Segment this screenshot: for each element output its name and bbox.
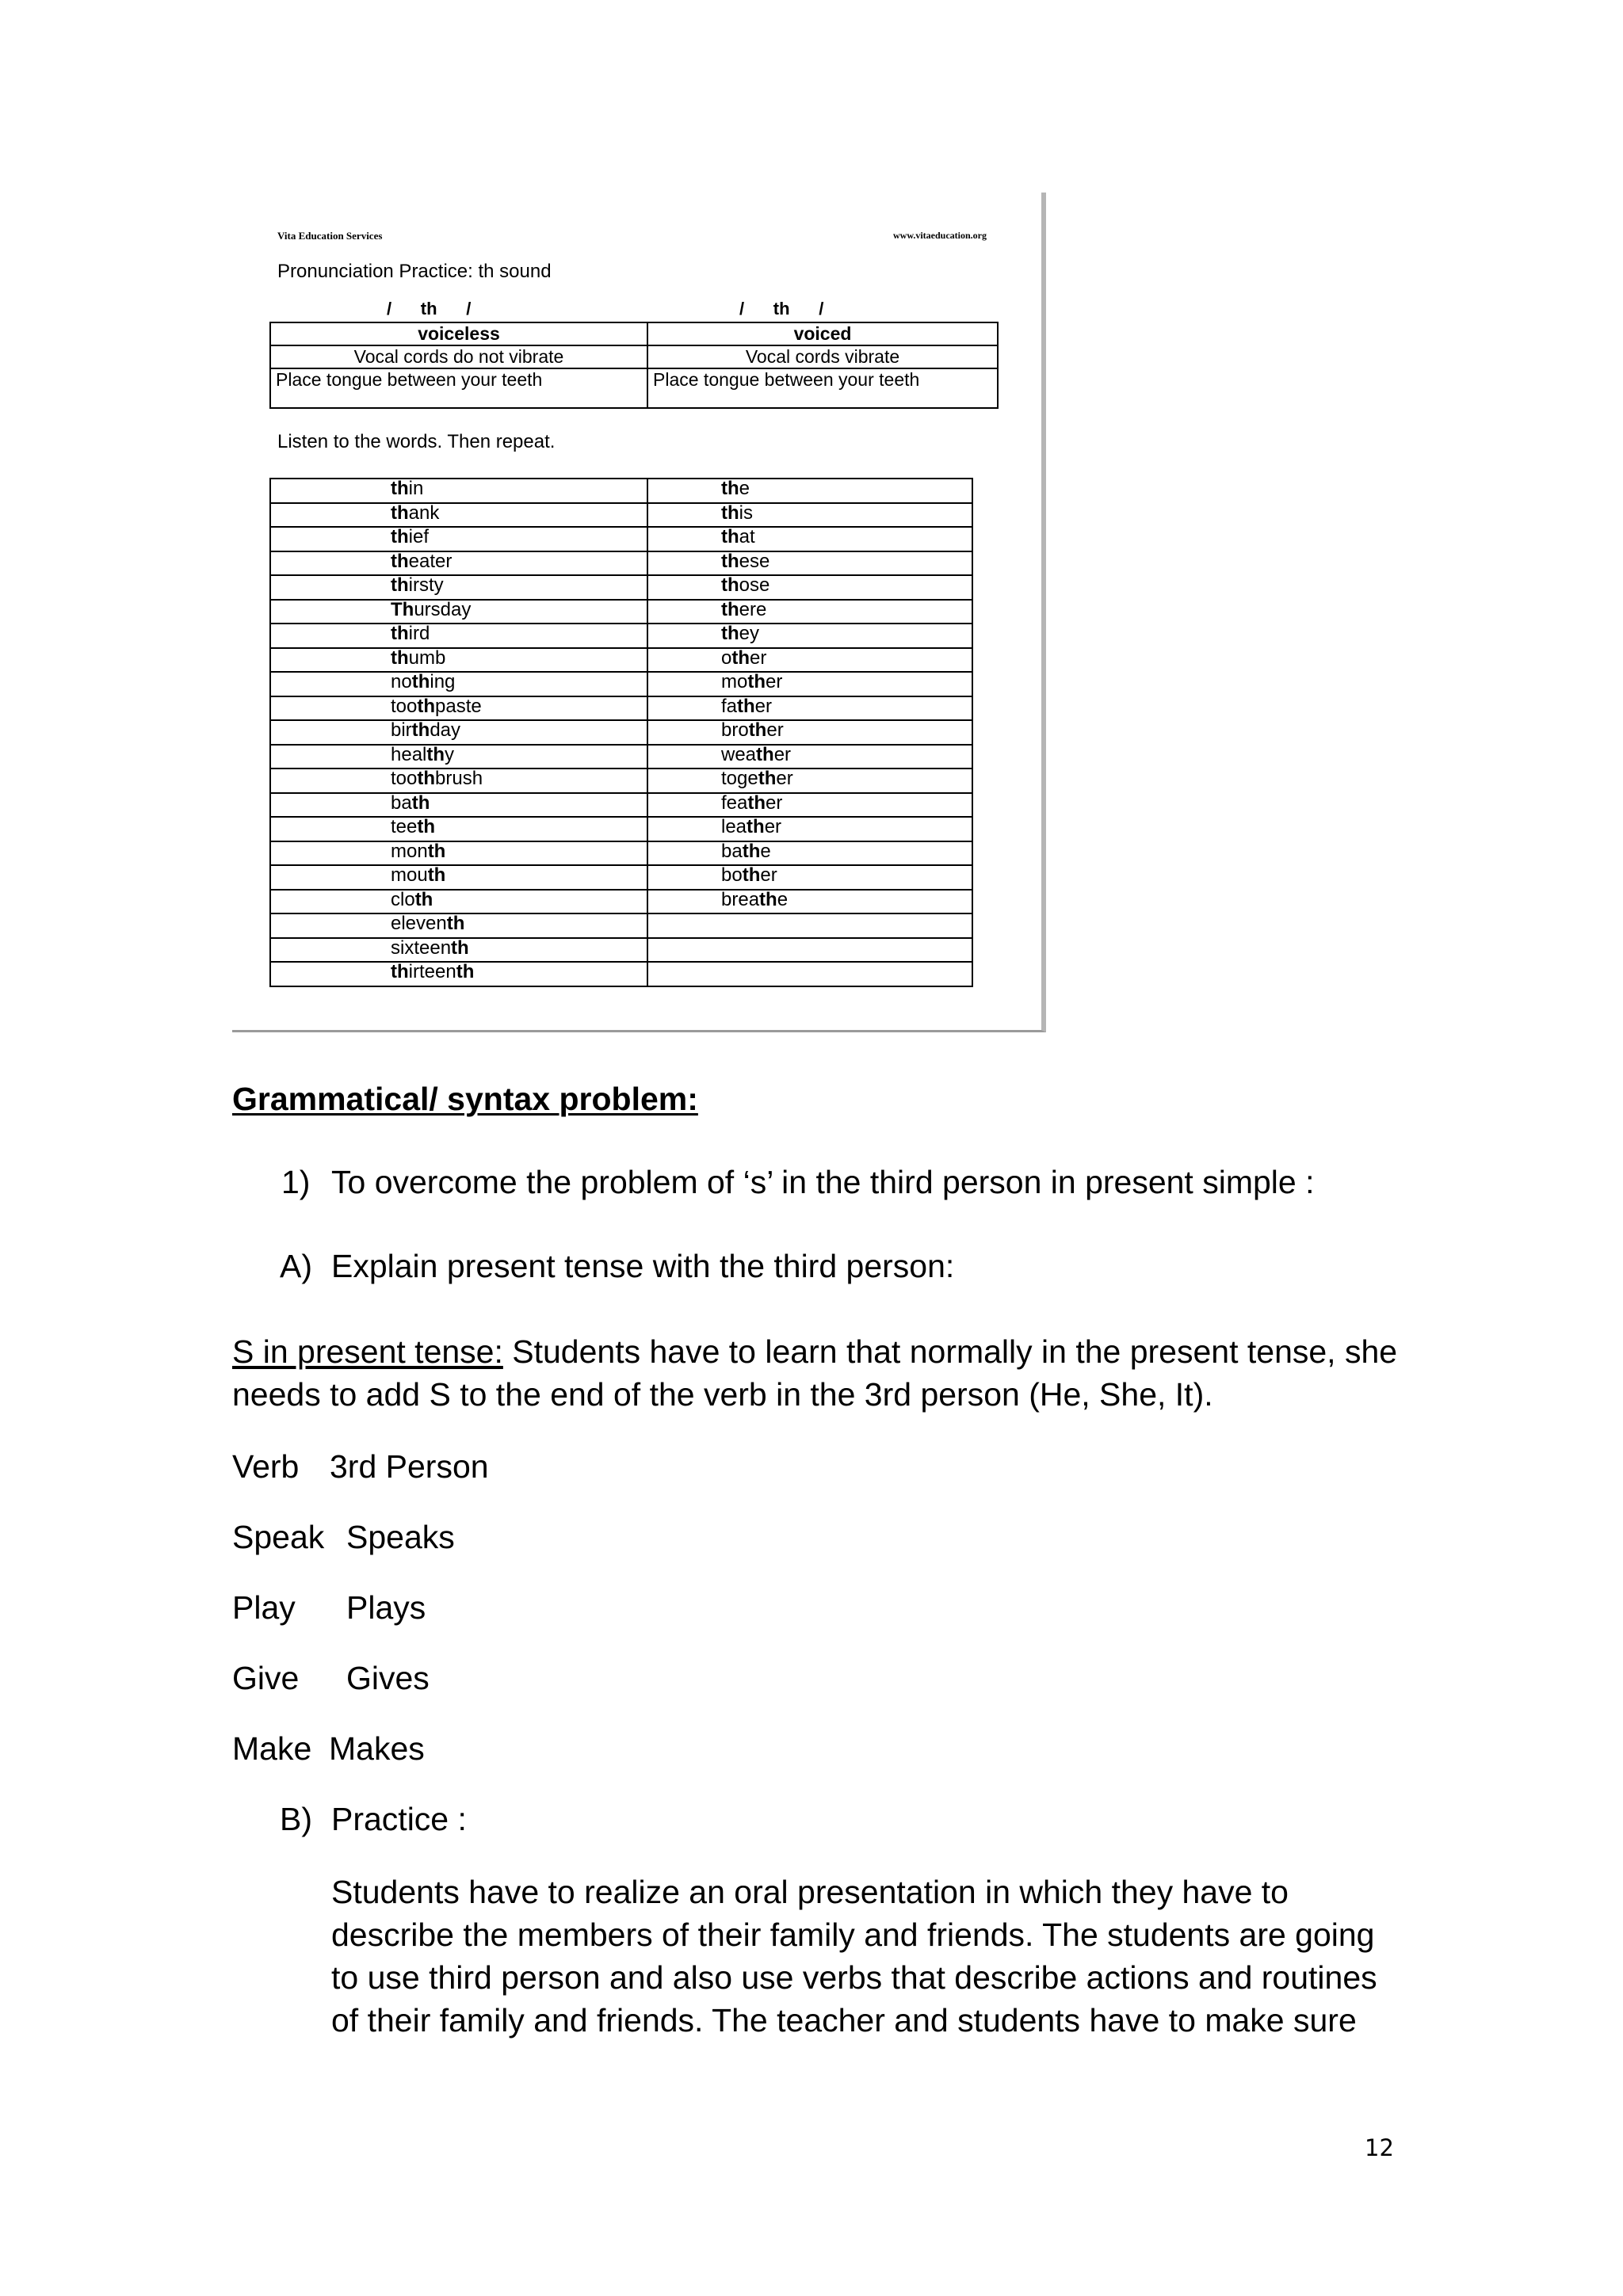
- conjugation-verb: Give: [232, 1660, 300, 1696]
- voiced-word: mother: [647, 672, 972, 696]
- voiceless-symbol: / th /: [387, 299, 472, 318]
- word-row: [270, 696, 972, 721]
- voiceless-word: thirteenth: [270, 962, 647, 986]
- voiced-word: [647, 913, 972, 938]
- word-row: [270, 793, 972, 818]
- voiced-word: father: [647, 696, 972, 721]
- word-row: [270, 575, 972, 600]
- conjugation-row: [232, 1730, 425, 1768]
- voiced-symbol: / th /: [739, 299, 824, 318]
- practice-paragraph: Students have to realize an oral presentation in which they have to describe the members of their family and friends. The students are going to use third person and also use verbs that describe actions and routines of their family and friends. The teacher and students have to make sure: [331, 1874, 1377, 2039]
- conjugation-verb: Play: [232, 1589, 296, 1626]
- voiceless-word: thin: [270, 479, 647, 503]
- conjugation-third: Plays: [346, 1589, 426, 1626]
- item-b-marker: B): [280, 1801, 312, 1837]
- voiceless-word: thief: [270, 527, 647, 551]
- voiced-word: weather: [647, 745, 972, 769]
- word-row: [270, 890, 972, 914]
- word-row: [270, 962, 972, 986]
- voiced-word: there: [647, 600, 972, 624]
- word-row: [270, 817, 972, 841]
- word-row: [270, 551, 972, 576]
- voiceless-word: thumb: [270, 648, 647, 673]
- word-row: [270, 745, 972, 769]
- voiceless-word: mouth: [270, 865, 647, 890]
- voiceless-header: voiceless: [271, 323, 648, 346]
- voiceless-word: nothing: [270, 672, 647, 696]
- voiced-word: that: [647, 527, 972, 551]
- voiced-word: bathe: [647, 841, 972, 866]
- item-b-text: Practice :: [331, 1801, 467, 1837]
- voiced-word: together: [647, 769, 972, 793]
- conjugation-row: [232, 1589, 426, 1627]
- word-row: [270, 648, 972, 673]
- present-tense-label: S in present tense:: [232, 1333, 503, 1370]
- voiced-word: this: [647, 503, 972, 528]
- voiceless-word: sixteenth: [270, 938, 647, 963]
- item-a-marker: A): [280, 1248, 312, 1284]
- worksheet-url: www.vitaeducation.org: [893, 230, 987, 241]
- voiceless-word: thank: [270, 503, 647, 528]
- voiced-word: they: [647, 624, 972, 648]
- voiced-word: [647, 962, 972, 986]
- voiceless-tongue: Place tongue between your teeth: [271, 369, 648, 407]
- voiceless-word: toothpaste: [270, 696, 647, 721]
- word-row: [270, 769, 972, 793]
- voiced-word: the: [647, 479, 972, 503]
- section-heading: Grammatical/ syntax problem:: [232, 1081, 698, 1117]
- voiceless-cords: Vocal cords do not vibrate: [271, 346, 648, 369]
- conjugation-third: Makes: [329, 1730, 425, 1767]
- voiceless-word: theater: [270, 551, 647, 576]
- voiceless-word: thirsty: [270, 575, 647, 600]
- conjugation-row: [232, 1448, 489, 1486]
- conjugation-verb: Verb: [232, 1448, 300, 1485]
- voiced-cords: Vocal cords vibrate: [648, 346, 997, 369]
- present-tense-text: Students have to learn that normally in the present tense, she needs to add S to the end of the verb in the 3rd person (He, She, It).: [232, 1333, 1398, 1413]
- item-1-marker: 1): [281, 1164, 311, 1200]
- conjugation-verb: Speak: [232, 1519, 325, 1555]
- conjugation-row: [232, 1519, 455, 1556]
- voiced-header: voiced: [648, 323, 997, 346]
- page-number: 12: [1365, 2134, 1394, 2161]
- voiced-tongue: Place tongue between your teeth: [653, 369, 920, 390]
- voiced-word: other: [647, 648, 972, 673]
- conjugation-verb: Make: [232, 1730, 312, 1767]
- voiceless-word: birthday: [270, 720, 647, 745]
- worksheet-image: [232, 193, 1046, 1032]
- word-row: [270, 503, 972, 528]
- voiced-word: leather: [647, 817, 972, 841]
- voiced-word: [647, 938, 972, 963]
- conjugation-third: Gives: [346, 1660, 430, 1696]
- voiced-word: those: [647, 575, 972, 600]
- word-row: [270, 841, 972, 866]
- item-1-text: To overcome the problem of ‘s’ in the third person in present simple :: [331, 1164, 1315, 1200]
- voiced-word: brother: [647, 720, 972, 745]
- th-word-table: [269, 478, 973, 987]
- voiceless-word: third: [270, 624, 647, 648]
- word-row: [270, 527, 972, 551]
- word-row: [270, 720, 972, 745]
- word-row: [270, 865, 972, 890]
- worksheet-org: Vita Education Services: [277, 230, 383, 242]
- voiceless-word: teeth: [270, 817, 647, 841]
- conjugation-third: Speaks: [346, 1519, 455, 1555]
- voiced-word: these: [647, 551, 972, 576]
- word-row: [270, 600, 972, 624]
- conjugation-row: [232, 1660, 430, 1697]
- voiceless-word: Thursday: [270, 600, 647, 624]
- worksheet-title: Pronunciation Practice: th sound: [277, 261, 552, 282]
- word-row: [270, 913, 972, 938]
- voiceless-word: eleventh: [270, 913, 647, 938]
- word-row: [270, 479, 972, 503]
- word-row: [270, 624, 972, 648]
- voiceless-word: toothbrush: [270, 769, 647, 793]
- worksheet-instruction: Listen to the words. Then repeat.: [277, 431, 556, 452]
- item-a-text: Explain present tense with the third person:: [331, 1248, 955, 1284]
- voiceless-word: bath: [270, 793, 647, 818]
- voiceless-word: cloth: [270, 890, 647, 914]
- voiced-word: bother: [647, 865, 972, 890]
- present-tense-paragraph: [232, 1330, 1421, 1416]
- conjugation-third: 3rd Person: [330, 1448, 489, 1485]
- voiceless-word: healthy: [270, 745, 647, 769]
- voiced-word: feather: [647, 793, 972, 818]
- voiceless-word: month: [270, 841, 647, 866]
- sound-comparison-box: [269, 322, 999, 409]
- voiced-word: breathe: [647, 890, 972, 914]
- word-row: [270, 938, 972, 963]
- word-row: [270, 672, 972, 696]
